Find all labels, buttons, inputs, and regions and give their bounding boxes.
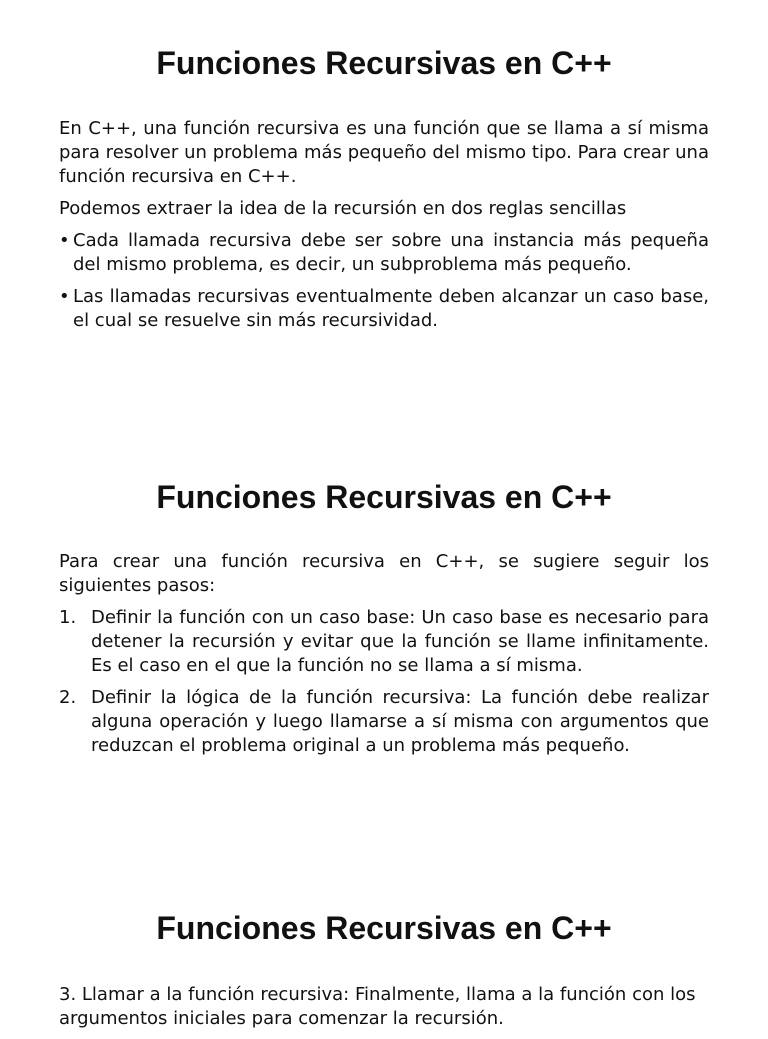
intro-paragraph: En C++, una función recursiva es una función que se llama a sí misma para resolver un problema más pequeño del mismo tipo. Para crear una función recursiva en C++. <box>59 118 709 187</box>
list-item-text: Las llamadas recursivas eventualmente deben alcanzar un caso base, el cual se resuelve sin más recursividad. <box>73 286 709 331</box>
list-item-text: Definir la lógica de la función recursiva: La función debe realizar alguna operación y luego llamarse a sí misma con argumentos que reduzcan el problema original a un problema más pequeño. <box>91 687 709 756</box>
steps-list <box>59 606 709 758</box>
slide-title: Funciones Recursivas en C++ <box>156 479 612 515</box>
bullet-icon: • <box>59 286 70 307</box>
list-item <box>59 686 709 758</box>
list-item <box>59 229 709 277</box>
slide-2 <box>0 434 768 868</box>
step-3-paragraph: 3. Llamar a la función recursiva: Finalmente, llama a la función con los argumentos iniciales para comenzar la recursión. <box>59 984 696 1029</box>
slide-body <box>59 117 709 341</box>
list-item-text: Definir la función con un caso base: Un caso base es necesario para detener la recursión y evitar que la función se llame infinitamente. Es el caso en el que la función no se llama a sí misma. <box>91 607 709 676</box>
step-number: 2. <box>59 687 77 708</box>
slide-3 <box>0 868 768 1029</box>
bullet-icon: • <box>59 230 70 251</box>
slide-1 <box>0 0 768 434</box>
rules-intro-paragraph: Podemos extraer la idea de la recursión en dos reglas sencillas <box>59 198 627 219</box>
steps-intro-paragraph: Para crear una función recursiva en C++, se sugiere seguir los siguientes pasos: <box>59 551 709 596</box>
slide-body <box>59 550 709 766</box>
slide-body <box>59 983 709 1039</box>
list-item-text: Cada llamada recursiva debe ser sobre una instancia más pequeña del mismo problema, es decir, un subproblema más pequeño. <box>73 230 709 275</box>
slide-title: Funciones Recursivas en C++ <box>156 910 612 946</box>
list-item <box>59 285 709 333</box>
rules-list <box>59 229 709 333</box>
step-number: 1. <box>59 607 77 628</box>
list-item <box>59 606 709 678</box>
slide-title: Funciones Recursivas en C++ <box>156 45 612 81</box>
